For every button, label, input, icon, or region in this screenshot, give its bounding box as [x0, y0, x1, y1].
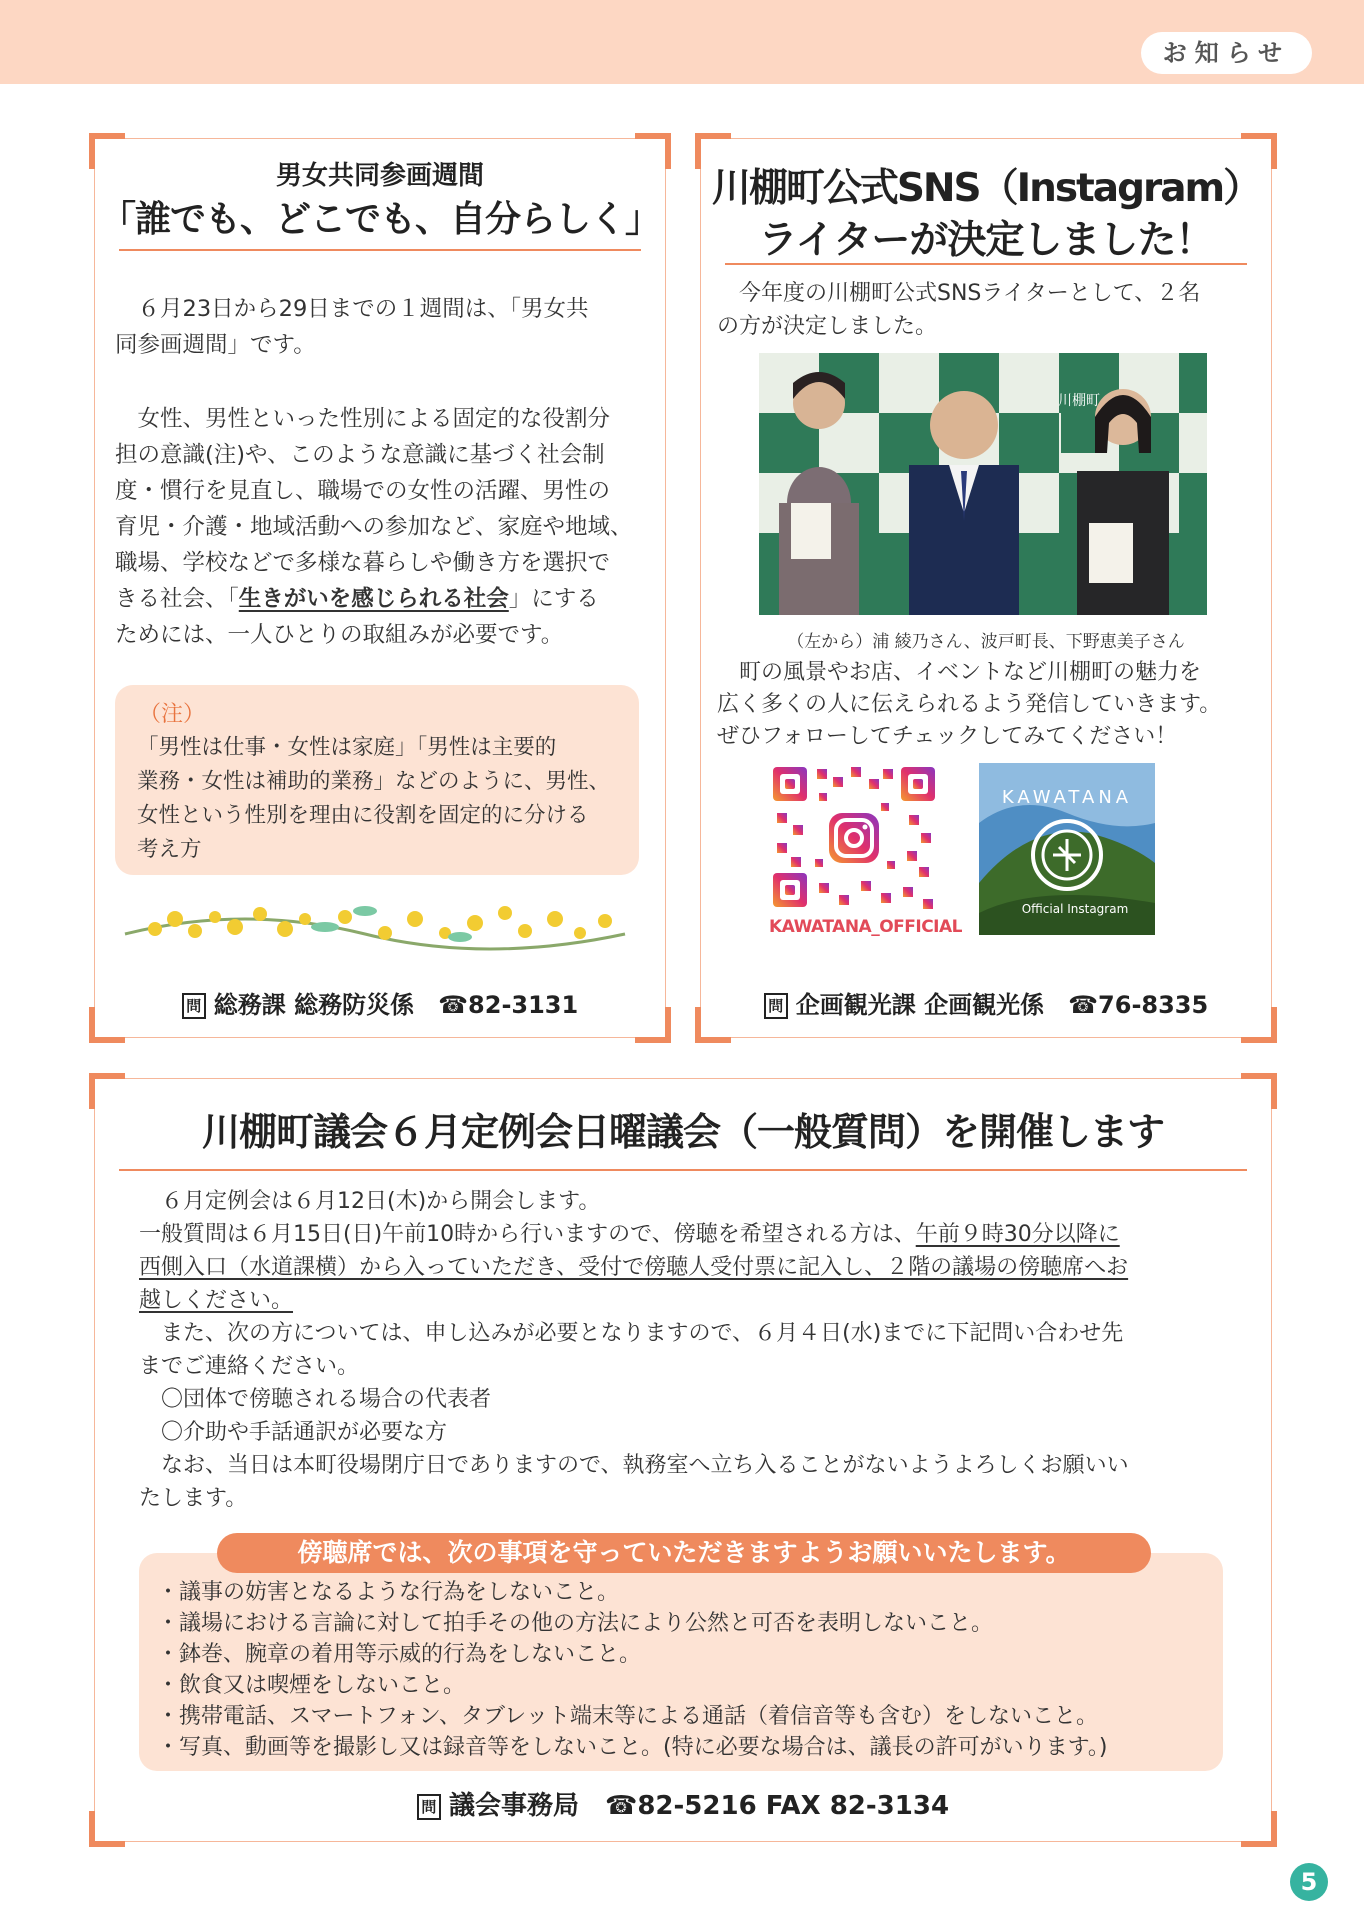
box2-title-line2: ライターが決定しました！ [758, 218, 1214, 263]
box3-line1: ６月定例会は６月12日(木)から開会します。 [139, 1189, 601, 1214]
box3-body: また、次の方については、申し込みが必要となりますので、６月４日(水)までに下記問い合わせ先 までご連絡ください。 〇団体で傍聴される場合の代表者 〇介助や手話通訳が必要な方 なお、当日は本町役場閉庁日でありますので、執務室へ立ち入ることがないようよろしくお願いい たします。 [139, 1321, 1129, 1511]
rule-item: ・携帯電話、スマートフォン、タブレット端末等による通話（着信音等も含む）をしないこと。 [157, 1704, 1098, 1729]
svg-text:川棚町: 川棚町 [1058, 393, 1100, 409]
svg-text:KAWATANA: KAWATANA [1001, 787, 1133, 808]
note-body: 「男性は仕事・女性は家庭」「男性は主要的 業務・女性は補助的業務」などのように、男性、 女性という性別を理由に役割を固定的に分ける 考え方 [137, 735, 611, 862]
official-instagram-badge [979, 763, 1155, 935]
box2-contact: 問 企画観光課 企画観光係 ☎76-8335 [701, 985, 1271, 1020]
note-heading: （注） [139, 702, 206, 727]
svg-text:Official Instagram: Official Instagram [1021, 902, 1129, 916]
box3-title: 川棚町議会６月定例会日曜議会（一般質問）を開催します [201, 1110, 1164, 1154]
inquiry-mark: 問 [764, 993, 788, 1019]
sns-writer-box [700, 138, 1272, 1038]
rules-heading: 傍聴席では、次の事項を守っていただきますようお願いいたします。 [217, 1533, 1151, 1573]
box3-line2: 一般質問は６月15日(日)午前10時から行いますので、傍聴を希望される方は、午前９時30分以降に [139, 1222, 1120, 1247]
rule-item: ・鉢巻、腕章の着用等示威的行為をしないこと。 [157, 1642, 642, 1667]
rule-item: ・写真、動画等を撮影し又は録音等をしないこと。(特に必要な場合は、議長の許可がいります。) [157, 1735, 1108, 1760]
box1-note [115, 685, 639, 875]
box1-title-line1: 男女共同参画週間 [275, 161, 484, 191]
gender-equality-box [94, 138, 666, 1038]
qr-label: KAWATANA_OFFICIAL [769, 917, 963, 937]
rules-list [157, 1577, 1227, 1763]
box2-intro: 今年度の川棚町公式SNSライターとして、２名 の方が決定しました。 [717, 281, 1201, 339]
inquiry-mark: 問 [417, 1794, 441, 1820]
page-number: 5 [1290, 1863, 1328, 1901]
box1-para1: ６月23日から29日までの１週間は、「男女共 同参画週間」です。 [115, 296, 589, 358]
box1-para2: 女性、男性といった性別による固定的な役割分 担の意識(注)や、このような意識に基づく社会制 度・慣行を見直し、職場での女性の活躍、男性の 育児・介護・地域活動への参加など、家庭や地域、 職場、学校などで多様な暮らしや働き方を選択で きる社会、「生きがいを感じられる社会」にする ためには、一人ひとりの取組みが必要です。 [115, 406, 633, 648]
inquiry-mark: 問 [182, 993, 206, 1019]
box3-title-rule [119, 1169, 1247, 1171]
box1-title-rule [119, 249, 641, 251]
box1-contact: 問 総務課 総務防災係 ☎82-3131 [95, 985, 665, 1020]
assembly-box [94, 1078, 1272, 1842]
box3-line4: 越しください。 [139, 1288, 294, 1313]
rule-item: ・議事の妨害となるような行為をしないこと。 [157, 1580, 620, 1605]
rule-item: ・飲食又は喫煙をしないこと。 [157, 1673, 466, 1698]
section-tag: お知らせ [1141, 32, 1312, 74]
box2-title-rule [725, 263, 1247, 265]
box2-body: 町の風景やお店、イベントなど川棚町の魅力を 広く多くの人に伝えられるよう発信していきます。 ぜひフォローしてチェックしてみてください！ [717, 660, 1222, 749]
box1-title-line2: 「誰でも、どこでも、自分らしく」 [99, 199, 660, 240]
rule-item: ・議場における言論に対して拍手その他の方法により公然と可否を表明しないこと。 [157, 1611, 994, 1636]
box3-contact: 問 議会事務局 ☎82-5216 FAX 82-3134 [95, 1785, 1271, 1822]
box1-emphasis: 生きがいを感じられる社会 [238, 586, 509, 612]
instagram-qr[interactable] [769, 763, 963, 937]
mimosa-decoration [115, 889, 635, 959]
box2-title-line1: 川棚町公式SNS（Instagram） [711, 166, 1261, 211]
box3-line3: 西側入口（水道課横）から入っていただき、受付で傍聴人受付票に記入し、２階の議場の傍聴席へお [139, 1255, 1129, 1280]
photo-caption: （左から）浦 綾乃さん、波戸町長、下野恵美子さん [787, 632, 1185, 652]
appointment-photo [759, 353, 1207, 615]
